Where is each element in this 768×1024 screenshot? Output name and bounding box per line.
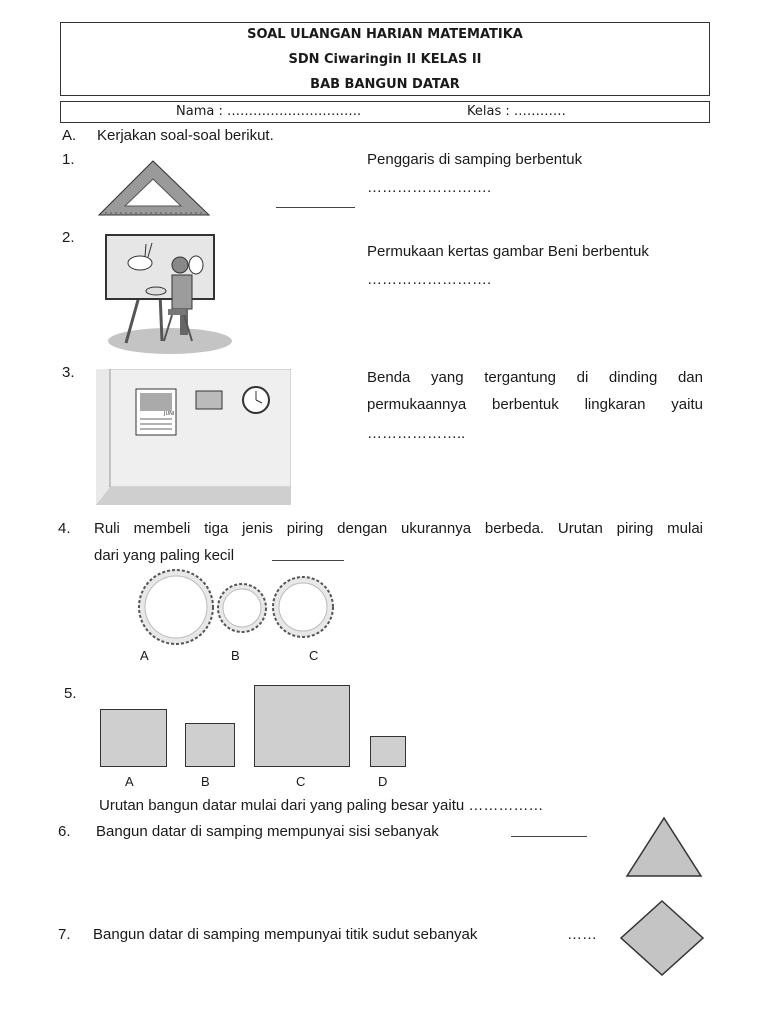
q3-text-line1: Benda yang tergantung di dinding dan: [367, 369, 703, 386]
header-box: [60, 22, 710, 96]
q4-text-line1: Ruli membeli tiga jenis piring dengan ukurannya berbeda. Urutan piring mulai: [94, 520, 703, 537]
q1-answer-line[interactable]: [276, 207, 355, 208]
section-letter: A.: [62, 127, 77, 144]
square-b: [185, 723, 235, 767]
plate-label-b: B: [231, 648, 240, 663]
q2-number: 2.: [62, 229, 75, 246]
q3-text-line2: permukaannya berbentuk lingkaran yaitu: [367, 396, 703, 413]
set-square-ruler-image: [95, 157, 215, 219]
triangle-shape: [624, 815, 704, 879]
q7-text: Bangun datar di samping mempunyai titik sudut sebanyak: [93, 926, 478, 943]
q3-number: 3.: [62, 364, 75, 381]
q2-text: Permukaan kertas gambar Beni berbentuk: [367, 243, 649, 260]
q5-text: Urutan bangun datar mulai dari yang paling besar yaitu ……………: [99, 797, 544, 814]
plates-image: [136, 568, 338, 646]
plate-label-a: A: [140, 648, 149, 663]
square-d: [370, 736, 406, 767]
q6-answer-line[interactable]: [511, 836, 587, 837]
square-label-a: A: [125, 774, 134, 789]
name-field[interactable]: Nama : ………………………….: [176, 104, 362, 119]
square-c: [254, 685, 350, 767]
calendar-month-label: JUNI: [164, 411, 175, 417]
plate-label-c: C: [309, 648, 319, 663]
q4-text-line2: dari yang paling kecil: [94, 547, 235, 564]
q2-answer-dots[interactable]: …………………….: [367, 271, 492, 288]
q3-answer-dots[interactable]: ………………..: [367, 425, 466, 442]
section-title: Kerjakan soal-soal berikut.: [97, 127, 274, 144]
class-field[interactable]: Kelas : …………: [467, 104, 566, 119]
q4-answer-line[interactable]: [272, 560, 344, 561]
q7-answer-dots[interactable]: ……: [567, 926, 597, 943]
wall-room-image: [96, 369, 291, 505]
q7-number: 7.: [58, 926, 71, 943]
header-title: SOAL ULANGAN HARIAN MATEMATIKA: [247, 27, 523, 42]
q6-text: Bangun datar di samping mempunyai sisi sebanyak: [96, 823, 439, 840]
square-label-c: C: [296, 774, 306, 789]
square-label-d: D: [378, 774, 388, 789]
q1-number: 1.: [62, 151, 75, 168]
square-a: [100, 709, 167, 767]
header-chapter: BAB BANGUN DATAR: [310, 77, 460, 92]
square-label-b: B: [201, 774, 210, 789]
q6-number: 6.: [58, 823, 71, 840]
q5-number: 5.: [64, 685, 77, 702]
rhombus-shape: [618, 898, 706, 978]
boy-painting-easel-image: [100, 229, 240, 357]
q4-number: 4.: [58, 520, 71, 537]
header-school: SDN Ciwaringin II KELAS II: [288, 52, 482, 67]
q1-text: Penggaris di samping berbentuk: [367, 151, 583, 168]
q1-answer-dots[interactable]: …………………….: [367, 179, 492, 196]
student-info-box: [60, 101, 710, 123]
